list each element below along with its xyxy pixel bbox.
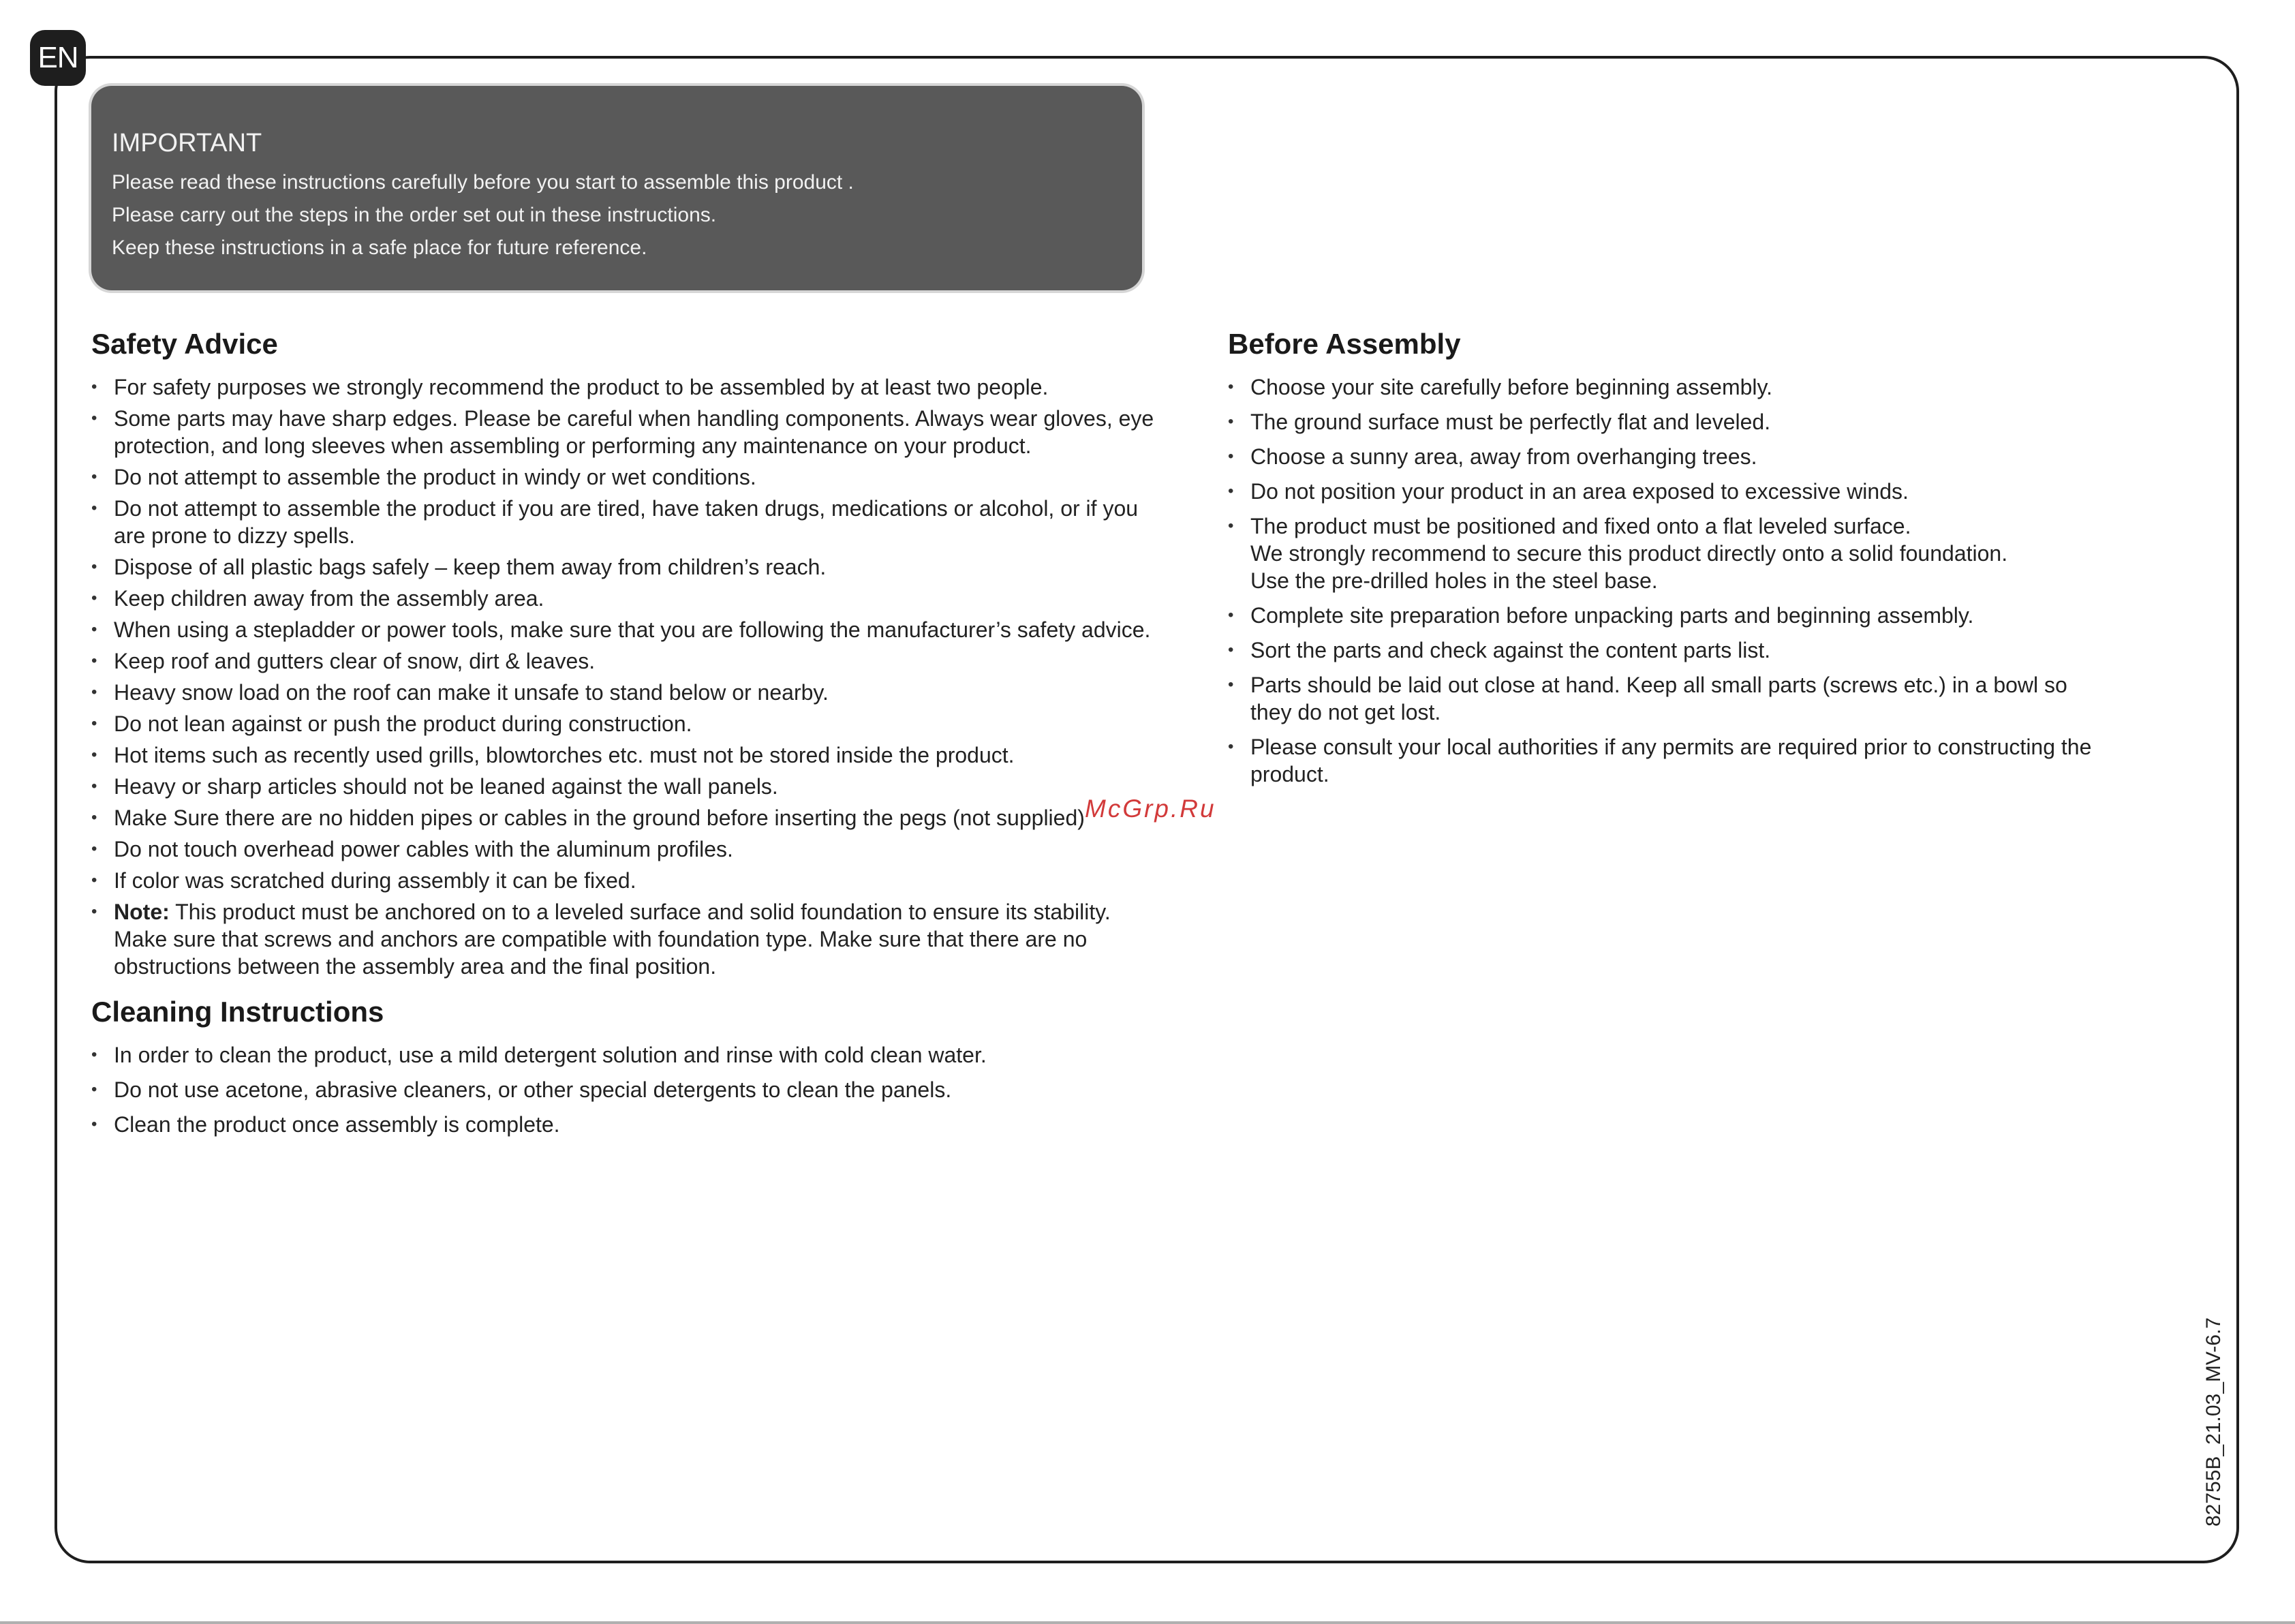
list-item: • If color was scratched during assembly it can be fixed. [91, 867, 1154, 894]
note-label: Note: [114, 900, 170, 924]
safety-advice-list [91, 373, 1154, 980]
list-item: • Clean the product once assembly is complete. [91, 1111, 1154, 1138]
list-item: • Keep roof and gutters clear of snow, dirt & leaves. [91, 647, 1154, 675]
list-item: • Heavy snow load on the roof can make it unsafe to stand below or nearby. [91, 679, 1154, 706]
list-item: • Do not attempt to assemble the product in windy or wet conditions. [91, 463, 1154, 491]
important-notice-box [91, 86, 1142, 290]
list-item: • Make Sure there are no hidden pipes or cables in the ground before inserting the pegs (not supplied) [91, 804, 1154, 831]
list-item: • In order to clean the product, use a mild detergent solution and rinse with cold clean water. [91, 1041, 1154, 1069]
list-item: • Complete site preparation before unpacking parts and beginning assembly. [1228, 602, 2114, 629]
before-assembly-list [1228, 373, 2114, 788]
note-item [91, 898, 1154, 980]
important-line: Please carry out the steps in the order set out in these instructions. [112, 204, 717, 226]
list-item: • Do not touch overhead power cables with the aluminum profiles. [91, 836, 1154, 863]
list-item: • Choose your site carefully before beginning assembly. [1228, 373, 2114, 401]
cleaning-list [91, 1041, 1154, 1138]
list-item: • Hot items such as recently used grills, blowtorches etc. must not be stored inside the product. [91, 741, 1154, 769]
important-line: Please read these instructions carefully before you start to assemble this product . [112, 171, 854, 194]
list-item: • Sort the parts and check against the content parts list. [1228, 637, 2114, 664]
list-item: • Dispose of all plastic bags safely – keep them away from children’s reach. [91, 553, 1154, 581]
important-heading: IMPORTANT [112, 129, 262, 157]
safety-advice-heading: Safety Advice [91, 328, 278, 360]
left-column [91, 320, 1154, 1142]
important-line: Keep these instructions in a safe place for future reference. [112, 236, 647, 259]
right-column [1228, 320, 2114, 795]
list-item: • Parts should be laid out close at hand. Keep all small parts (screws etc.) in a bowl so they do not get lost. [1228, 671, 2114, 726]
list-item: • When using a stepladder or power tools, make sure that you are following the manufacturer’s safety advice. [91, 616, 1154, 643]
list-item: • Do not use acetone, abrasive cleaners, or other special detergents to clean the panels. [91, 1076, 1154, 1103]
list-item: • Do not lean against or push the product during construction. [91, 710, 1154, 737]
list-item-line: We strongly recommend to secure this product directly onto a solid foundation. [1250, 541, 2008, 566]
language-badge: EN [30, 30, 86, 86]
note-text: This product must be anchored on to a leveled surface and solid foundation to ensure its stability. [175, 900, 1111, 924]
list-item-line: The product must be positioned and fixed onto a flat leveled surface. [1250, 514, 1911, 538]
list-item: • Choose a sunny area, away from overhanging trees. [1228, 443, 2114, 470]
cleaning-instructions-heading: Cleaning Instructions [91, 996, 384, 1028]
list-item-line: Use the pre-drilled holes in the steel base. [1250, 568, 1658, 593]
list-item: • Please consult your local authorities if any permits are required prior to constructing the product. [1228, 733, 2114, 788]
list-item: • Keep children away from the assembly area. [91, 585, 1154, 612]
document-code: 82755B_21.03_MV-6.7 [2202, 1317, 2225, 1527]
list-item: • For safety purposes we strongly recommend the product to be assembled by at least two people. [91, 373, 1154, 401]
list-item: • The ground surface must be perfectly flat and leveled. [1228, 408, 2114, 435]
watermark: McGrp.Ru [1085, 795, 1216, 823]
list-item: • Do not attempt to assemble the product if you are tired, have taken drugs, medications or alcohol, or if you are prone to dizzy spells. [91, 495, 1154, 549]
note-text-2: Make sure that screws and anchors are compatible with foundation type. Make sure that there are no obstructions between the assembly area and the final position. [114, 927, 1088, 979]
list-item [1228, 512, 2114, 594]
list-item: • Heavy or sharp articles should not be leaned against the wall panels. [91, 773, 1154, 800]
bottom-edge [0, 1621, 2295, 1624]
list-item: • Some parts may have sharp edges. Please be careful when handling components. Always wear gloves, eye protection, and long sleeves when assembling or performing any maintenance on your product. [91, 405, 1154, 459]
list-item: • Do not position your product in an area exposed to excessive winds. [1228, 478, 2114, 505]
before-assembly-heading: Before Assembly [1228, 328, 1461, 360]
